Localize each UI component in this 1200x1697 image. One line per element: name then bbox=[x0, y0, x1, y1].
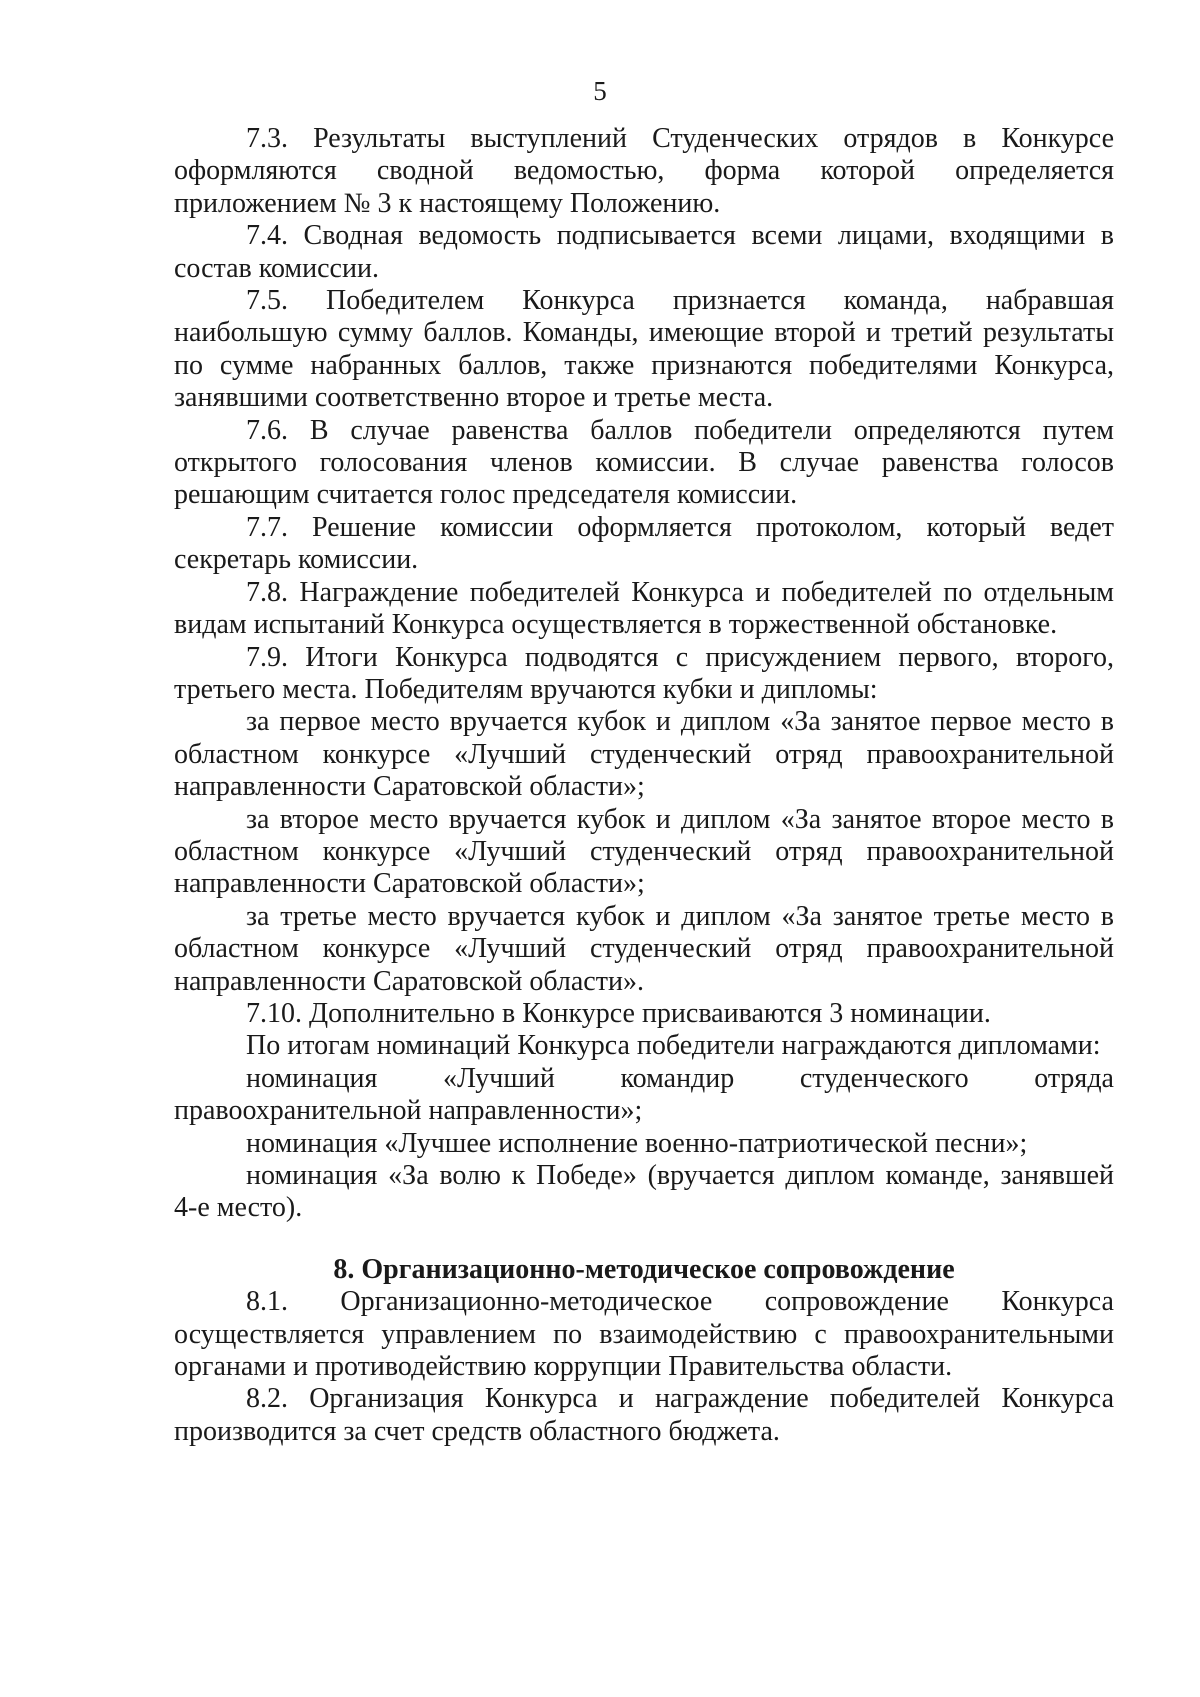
award-first-place: за первое место вручается кубок и диплом «За занятое первое место в областном конкурсе «Лучший студенческий отряд правоохранительной направленности Саратовской области»; bbox=[174, 706, 1114, 803]
paragraph-7-4: 7.4. Сводная ведомость подписывается всеми лицами, входящими в состав комиссии. bbox=[174, 220, 1114, 284]
paragraph-7-5: 7.5. Победителем Конкурса признается команда, набравшая наибольшую сумму баллов. Команды, имеющие второй и третий результаты по сумме набранных баллов, также признаются победителями Конкурса, занявшими соответственно второе и третье места. bbox=[174, 285, 1114, 414]
paragraph-7-6: 7.6. В случае равенства баллов победители определяются путем открытого голосования членов комиссии. В случае равенства голосов решающим считается голос председателя комиссии. bbox=[174, 414, 1114, 511]
paragraph-8-1: 8.1. Организационно-методическое сопровождение Конкурса осуществляется управлением по взаимодействию с правоохранительными органами и противодействию коррупции Правительства области. bbox=[174, 1286, 1114, 1383]
paragraph-7-3: 7.3. Результаты выступлений Студенческих отрядов в Конкурсе оформляются сводной ведомостью, форма которой определяется приложением № 3 к настоящему Положению. bbox=[174, 123, 1114, 219]
nomination-will-to-victory: номинация «За волю к Победе» (вручается диплом команде, занявшей 4-е место). bbox=[174, 1160, 1114, 1224]
page-number: 5 bbox=[593, 76, 607, 106]
award-second-place: за второе место вручается кубок и диплом «За занятое второе место в областном конкурсе «Лучший студенческий отряд правоохранительной направленности Саратовской области»; bbox=[174, 803, 1114, 900]
document-body bbox=[174, 123, 1114, 1448]
nomination-best-commander: номинация «Лучший командир студенческого отряда правоохранительной направленности»; bbox=[174, 1062, 1114, 1127]
paragraph-8-2: 8.2. Организация Конкурса и награждение победителей Конкурса производится за счет средств областного бюджета. bbox=[174, 1383, 1114, 1447]
award-third-place: за третье место вручается кубок и диплом «За занятое третье место в областном конкурсе «Лучший студенческий отряд правоохранительной направленности Саратовской области». bbox=[174, 900, 1114, 997]
nominations-intro: По итогам номинаций Конкурса победители награждаются дипломами: bbox=[246, 1030, 1101, 1062]
paragraph-7-10: 7.10. Дополнительно в Конкурсе присваиваются 3 номинации. bbox=[246, 997, 991, 1029]
nomination-best-song: номинация «Лучшее исполнение военно-патриотической песни»; bbox=[246, 1127, 1028, 1159]
paragraph-7-9: 7.9. Итоги Конкурса подводятся с присуждением первого, второго, третьего места. Победителям вручаются кубки и дипломы: bbox=[174, 641, 1114, 705]
paragraph-7-8: 7.8. Награждение победителей Конкурса и победителей по отдельным видам испытаний Конкурса осуществляется в торжественной обстановке. bbox=[174, 576, 1114, 641]
paragraph-7-7: 7.7. Решение комиссии оформляется протоколом, который ведет секретарь комиссии. bbox=[174, 511, 1114, 576]
section-8-heading: 8. Организационно-методическое сопровождение bbox=[333, 1253, 955, 1285]
